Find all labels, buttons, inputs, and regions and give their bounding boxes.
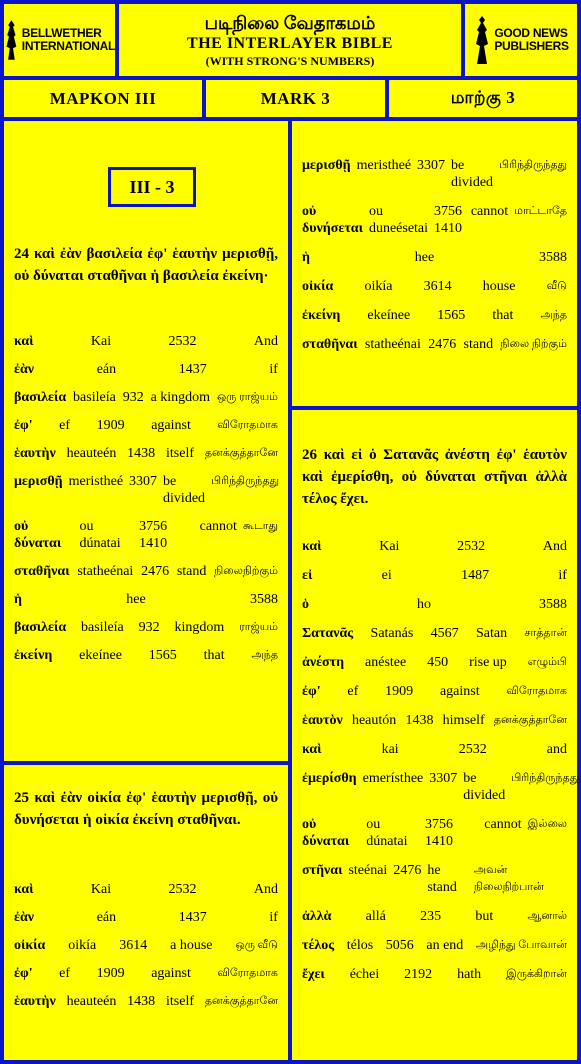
greek-word: καὶ xyxy=(302,539,322,554)
panel-verse-25-cont xyxy=(292,121,577,406)
strongs-number: 235 xyxy=(420,909,442,924)
transliteration: heauteén xyxy=(66,994,117,1009)
transliteration: ei xyxy=(381,568,392,583)
transliteration: eán xyxy=(96,362,117,377)
greek-word: οἰκία xyxy=(302,279,334,294)
transliteration: statheénai xyxy=(77,564,134,579)
title-english: THE INTERLAYER BIBLE xyxy=(187,35,393,52)
english-gloss: that xyxy=(492,308,514,323)
tamil-gloss: சாத்தான் xyxy=(524,627,567,639)
transliteration: ekeínee xyxy=(79,648,122,663)
transliteration: Kai xyxy=(90,882,112,897)
entry-line xyxy=(14,881,278,898)
tamil-gloss: அந்த xyxy=(540,309,567,321)
transliteration: Kai xyxy=(90,334,112,349)
english-gloss: And xyxy=(253,334,278,349)
strongs-number: 1909 xyxy=(96,418,125,433)
strongs-number: 1438 xyxy=(405,713,434,728)
strongs-number: 3307 xyxy=(417,158,446,173)
strongs-number: 932 xyxy=(138,620,160,635)
greek-word: ὁ xyxy=(302,597,309,612)
word-entry xyxy=(302,683,567,700)
strongs-number: 1909 xyxy=(385,684,414,699)
entry-line xyxy=(302,937,567,954)
word-entry xyxy=(302,741,567,758)
greek-word: καὶ xyxy=(14,334,34,349)
greek-word: στῆναι xyxy=(302,863,343,878)
transliteration: allá xyxy=(365,909,386,924)
strongs-number: 5056 xyxy=(385,938,414,953)
transliteration: emerísthee xyxy=(362,771,424,786)
transliteration: ou dúnatai xyxy=(366,817,408,849)
transliteration: anéstee xyxy=(365,655,407,670)
panel-verse-24 xyxy=(4,121,288,761)
entry-line xyxy=(302,816,567,850)
tamil-gloss: பிரிந்திருந்தது xyxy=(511,772,580,784)
greek-word: ἀλλὰ xyxy=(302,909,332,924)
entry-line xyxy=(302,307,567,324)
transliteration: ekeínee xyxy=(367,308,411,323)
strongs-number: 4567 xyxy=(430,626,459,641)
page-title xyxy=(119,4,461,76)
word-entry xyxy=(302,862,567,896)
tamil-gloss: விரோதமாக xyxy=(217,419,278,431)
transliteration: hee xyxy=(414,250,435,265)
entry-line xyxy=(302,683,567,700)
tamil-gloss: ஆனால் xyxy=(527,910,567,922)
word-entry xyxy=(14,445,278,462)
entry-line xyxy=(14,361,278,378)
word-entry xyxy=(302,712,567,729)
entry-line xyxy=(302,712,567,729)
word-entry xyxy=(14,518,278,552)
greek-word: ἀνέστη xyxy=(302,655,345,670)
strongs-number: 1487 xyxy=(461,568,490,583)
word-entry xyxy=(302,538,567,555)
english-gloss: cannot xyxy=(199,519,237,534)
tamil-gloss: நிலை நிற்கும் xyxy=(500,338,567,350)
entry-line xyxy=(302,278,567,295)
greek-word: εἰ xyxy=(302,568,313,583)
greek-word: ἑαυτὴν xyxy=(14,446,56,461)
word-entry xyxy=(302,654,567,671)
transliteration: échei xyxy=(349,967,380,982)
entry-line xyxy=(14,937,278,954)
strongs-number: 1438 xyxy=(127,994,156,1009)
strongs-number: 3588 xyxy=(249,592,278,607)
word-entry xyxy=(302,567,567,584)
greek-word: ἐφ' xyxy=(302,684,321,699)
transliteration: Kai xyxy=(379,539,400,554)
english-gloss: but xyxy=(475,909,494,924)
transliteration: hee xyxy=(126,592,146,607)
greek-word: μερισθῇ xyxy=(14,474,63,489)
word-entry xyxy=(14,563,278,580)
word-entry xyxy=(14,965,278,982)
word-entry xyxy=(14,881,278,898)
tamil-gloss: ராஜ்யம் xyxy=(239,621,278,633)
entry-line xyxy=(302,157,567,191)
strongs-number: 2476 xyxy=(428,337,457,352)
transliteration: heautón xyxy=(351,713,397,728)
english-gloss: an end xyxy=(426,938,464,953)
greek-word: ἐμερίσθη xyxy=(302,771,357,786)
greek-word: ἡ xyxy=(302,250,310,265)
greek-word: οὐ δύναται xyxy=(302,817,350,849)
entry-line xyxy=(302,249,567,266)
english-gloss: house xyxy=(482,279,516,294)
greek-word: οἰκία xyxy=(14,938,46,953)
entry-line xyxy=(302,336,567,353)
english-gloss: Satan xyxy=(475,626,508,641)
english-gloss: And xyxy=(542,539,567,554)
transliteration: oikía xyxy=(68,938,97,953)
greek-word: σταθῆναι xyxy=(14,564,70,579)
word-entry xyxy=(302,249,567,266)
greek-word: ἐκείνη xyxy=(14,648,53,663)
english-gloss: a kingdom xyxy=(150,390,211,405)
english-gloss: itself xyxy=(166,446,195,461)
english-gloss: that xyxy=(203,648,225,663)
greek-word: ἔχει xyxy=(302,967,325,982)
title-tamil: படிநிலை வேதாகமம் xyxy=(204,13,376,33)
english-gloss: he stand xyxy=(427,863,457,895)
tamil-gloss: நிலைநிற்கும் xyxy=(214,565,278,577)
transliteration: ef xyxy=(347,684,359,699)
greek-word: καὶ xyxy=(14,882,34,897)
english-gloss: itself xyxy=(166,994,195,1009)
word-entry xyxy=(302,157,567,191)
word-entry xyxy=(14,417,278,434)
entry-line xyxy=(302,203,567,237)
word-entry xyxy=(14,333,278,350)
transliteration: ou duneésetai xyxy=(368,204,429,236)
entry-line xyxy=(302,538,567,555)
entry-line xyxy=(302,654,567,671)
english-gloss: cannot xyxy=(484,817,522,832)
english-gloss: himself xyxy=(442,713,485,728)
book-english: MARK 3 xyxy=(206,80,385,117)
entry-line xyxy=(14,417,278,434)
strongs-number: 2476 xyxy=(393,863,422,878)
logo-left-line1: BELLWETHER xyxy=(21,26,102,40)
strongs-number: 2532 xyxy=(457,539,486,554)
logo-right-line1: GOOD NEWS xyxy=(494,26,568,40)
strongs-number: 3307 xyxy=(429,771,458,786)
greek-word: ἑαυτὴν xyxy=(14,994,56,1009)
strongs-number: 2532 xyxy=(168,882,197,897)
strongs-number: 3307 xyxy=(129,474,158,489)
word-entry xyxy=(302,908,567,925)
entry-line xyxy=(14,333,278,350)
word-entry xyxy=(302,596,567,613)
entry-line xyxy=(302,596,567,613)
word-entry xyxy=(302,625,567,642)
tamil-gloss: இருக்கிறான் xyxy=(506,968,567,980)
strongs-number: 2192 xyxy=(404,967,433,982)
english-gloss: cannot xyxy=(470,204,509,219)
english-gloss: rise up xyxy=(469,655,507,670)
english-gloss: against xyxy=(439,684,480,699)
english-gloss: stand xyxy=(463,337,494,352)
tamil-gloss: மாட்டாதே xyxy=(514,205,567,217)
english-gloss: a house xyxy=(170,938,213,953)
tamil-gloss: எழும்பி xyxy=(527,656,567,668)
strongs-number: 3614 xyxy=(423,279,452,294)
english-gloss: hath xyxy=(457,967,482,982)
greek-word: ἑαυτὸν xyxy=(302,713,343,728)
english-gloss: be divided xyxy=(451,158,494,190)
transliteration: eán xyxy=(96,910,117,925)
panel-verse-26 xyxy=(292,410,580,1060)
greek-word: βασιλεία xyxy=(14,620,67,635)
greek-word: τέλος xyxy=(302,938,335,953)
book-tamil: மாற்கு 3 xyxy=(389,80,577,117)
tamil-gloss: இல்லை xyxy=(527,818,567,830)
greek-word: ἐφ' xyxy=(14,966,33,981)
english-gloss: if xyxy=(269,910,278,925)
logo-bellwether xyxy=(4,4,115,76)
greek-word: βασιλεία xyxy=(14,390,67,405)
greek-word: Σατανᾶς xyxy=(302,626,354,641)
word-entry xyxy=(14,993,278,1010)
word-entry xyxy=(14,473,278,507)
word-entry xyxy=(14,647,278,664)
transliteration: ef xyxy=(59,418,71,433)
word-entry xyxy=(302,203,567,237)
entry-line xyxy=(14,909,278,926)
entry-line xyxy=(302,862,567,896)
strongs-number: 3588 xyxy=(539,597,567,612)
transliteration: ef xyxy=(59,966,71,981)
entry-line xyxy=(14,563,278,580)
strongs-number: 2476 xyxy=(141,564,170,579)
english-gloss: and xyxy=(546,742,567,757)
greek-word: ἐὰν xyxy=(14,910,35,925)
greek-word: ἐὰν xyxy=(14,362,35,377)
english-gloss: stand xyxy=(176,564,207,579)
word-entry xyxy=(14,389,278,406)
tamil-gloss: வீடு xyxy=(546,280,567,292)
word-entry xyxy=(302,336,567,353)
strongs-number: 450 xyxy=(427,655,449,670)
logo-right-line2: PUBLISHERS xyxy=(494,39,569,53)
logo-good-news xyxy=(465,4,577,76)
strongs-number: 1565 xyxy=(148,648,177,663)
strongs-number: 932 xyxy=(122,390,144,405)
strongs-number: 3614 xyxy=(119,938,148,953)
tamil-gloss: பிரிந்திருந்தது xyxy=(211,475,280,487)
word-entry xyxy=(302,278,567,295)
english-gloss: against xyxy=(151,966,191,981)
word-entry xyxy=(302,937,567,954)
tamil-gloss: அந்த xyxy=(251,649,278,661)
strongs-number: 3588 xyxy=(538,250,567,265)
entry-line xyxy=(14,445,278,462)
logo-left-line2: INTERNATIONAL xyxy=(21,39,115,53)
verse-25-text: 25 καὶ ἐὰν οἰκία ἐφ' ἑαυτὴν μερισθῇ, οὐ δυνήσεται ἡ οἰκία ἐκείνη σταθῆναι. xyxy=(14,790,278,828)
transliteration: heauteén xyxy=(66,446,117,461)
transliteration: meristheé xyxy=(68,474,124,489)
panel-verse-25 xyxy=(4,765,288,1060)
transliteration: meristheé xyxy=(356,158,412,173)
greek-word: ἐκείνη xyxy=(302,308,341,323)
english-gloss: if xyxy=(558,568,567,583)
transliteration: télos xyxy=(346,938,374,953)
entry-line xyxy=(14,591,278,608)
tamil-gloss: ஒரு ராஜ்யம் xyxy=(216,391,278,403)
entry-line xyxy=(14,647,278,664)
english-gloss: against xyxy=(151,418,191,433)
book-greek: MAPKON III xyxy=(4,80,202,117)
tamil-gloss: விரோதமாக xyxy=(506,685,567,697)
tamil-gloss: தனக்குத்தானே xyxy=(204,447,278,459)
english-gloss: if xyxy=(269,362,278,377)
transliteration: statheénai xyxy=(364,337,421,352)
transliteration: Satanás xyxy=(370,626,414,641)
tamil-gloss: ஒரு வீடு xyxy=(235,939,278,951)
word-entry xyxy=(14,591,278,608)
verse-25-entries xyxy=(14,881,278,1021)
entry-line xyxy=(302,741,567,758)
strongs-number: 1438 xyxy=(127,446,156,461)
transliteration: ho xyxy=(417,597,431,612)
strongs-number: 2532 xyxy=(168,334,197,349)
entry-line xyxy=(302,908,567,925)
transliteration: oikía xyxy=(364,279,393,294)
strongs-number: 3756 1410 xyxy=(424,817,453,849)
strongs-number: 1909 xyxy=(96,966,125,981)
word-entry xyxy=(302,816,567,850)
english-gloss: kingdom xyxy=(174,620,225,635)
verse-24-entries xyxy=(14,333,278,675)
tamil-gloss: விரோதமாக xyxy=(217,967,278,979)
chapter-label: III - 3 xyxy=(108,167,196,207)
transliteration: ou dúnatai xyxy=(79,519,121,551)
entry-line xyxy=(14,518,278,552)
greek-word: καὶ xyxy=(302,742,322,757)
entry-line xyxy=(302,770,580,804)
word-entry xyxy=(14,361,278,378)
english-gloss: be divided xyxy=(163,474,206,506)
transliteration: steénai xyxy=(348,863,388,878)
book-figure-icon xyxy=(473,14,491,66)
verse-25-cont-entries xyxy=(302,157,567,365)
entry-line xyxy=(302,966,567,983)
greek-word: μερισθῇ xyxy=(302,158,351,173)
tamil-gloss: பிரிந்திருந்தது xyxy=(499,159,568,171)
entry-line xyxy=(14,993,278,1010)
verse-24-text: 24 καὶ ἐὰν βασιλεία ἐφ' ἑαυτὴν μερισθῇ, οὐ δύναται σταθῆναι ἡ βασιλεία ἐκείνη· xyxy=(14,246,278,284)
word-entry xyxy=(302,307,567,324)
word-entry xyxy=(302,770,580,804)
word-entry xyxy=(14,619,278,636)
strongs-number: 3756 1410 xyxy=(139,519,168,551)
strongs-number: 2532 xyxy=(458,742,487,757)
entry-line xyxy=(302,567,567,584)
greek-word: ἡ xyxy=(14,592,22,607)
transliteration: basileía xyxy=(81,620,124,635)
greek-word: σταθῆναι xyxy=(302,337,358,352)
strongs-number: 3756 1410 xyxy=(434,204,463,236)
transliteration: kai xyxy=(381,742,399,757)
entry-line xyxy=(302,625,567,642)
entry-line xyxy=(14,619,278,636)
tamil-gloss: தனக்குத்தானே xyxy=(493,714,567,726)
strongs-number: 1437 xyxy=(178,910,207,925)
tamil-gloss: கூடாது xyxy=(242,520,279,532)
word-entry xyxy=(14,937,278,954)
greek-word: οὐ δύναται xyxy=(14,519,62,551)
tamil-gloss: அவன் நிலைநிற்பான் xyxy=(473,864,544,893)
word-entry xyxy=(302,966,567,983)
verse-26-text: 26 καὶ εἰ ὁ Σατανᾶς ἀνέστη ἐφ' ἑαυτὸν καὶ ἐμερίσθη, οὐ δύναται στῆναι ἀλλὰ τέλος ἔχει. xyxy=(302,447,567,507)
english-gloss: And xyxy=(253,882,278,897)
tamil-gloss: அழிந்து போவான் xyxy=(475,939,567,951)
verse-26-entries xyxy=(302,538,580,995)
word-entry xyxy=(14,909,278,926)
entry-line xyxy=(14,473,278,507)
transliteration: basileía xyxy=(73,390,116,405)
ram-figure-icon xyxy=(4,14,19,66)
entry-line xyxy=(14,965,278,982)
strongs-number: 1565 xyxy=(437,308,466,323)
entry-line xyxy=(14,389,278,406)
strongs-number: 1437 xyxy=(178,362,207,377)
title-subtitle: (WITH STRONG'S NUMBERS) xyxy=(205,54,375,68)
greek-word: οὐ δυνήσεται xyxy=(302,204,363,236)
english-gloss: be divided xyxy=(463,771,506,803)
tamil-gloss: தனக்குத்தானே xyxy=(204,995,278,1007)
greek-word: ἐφ' xyxy=(14,418,33,433)
